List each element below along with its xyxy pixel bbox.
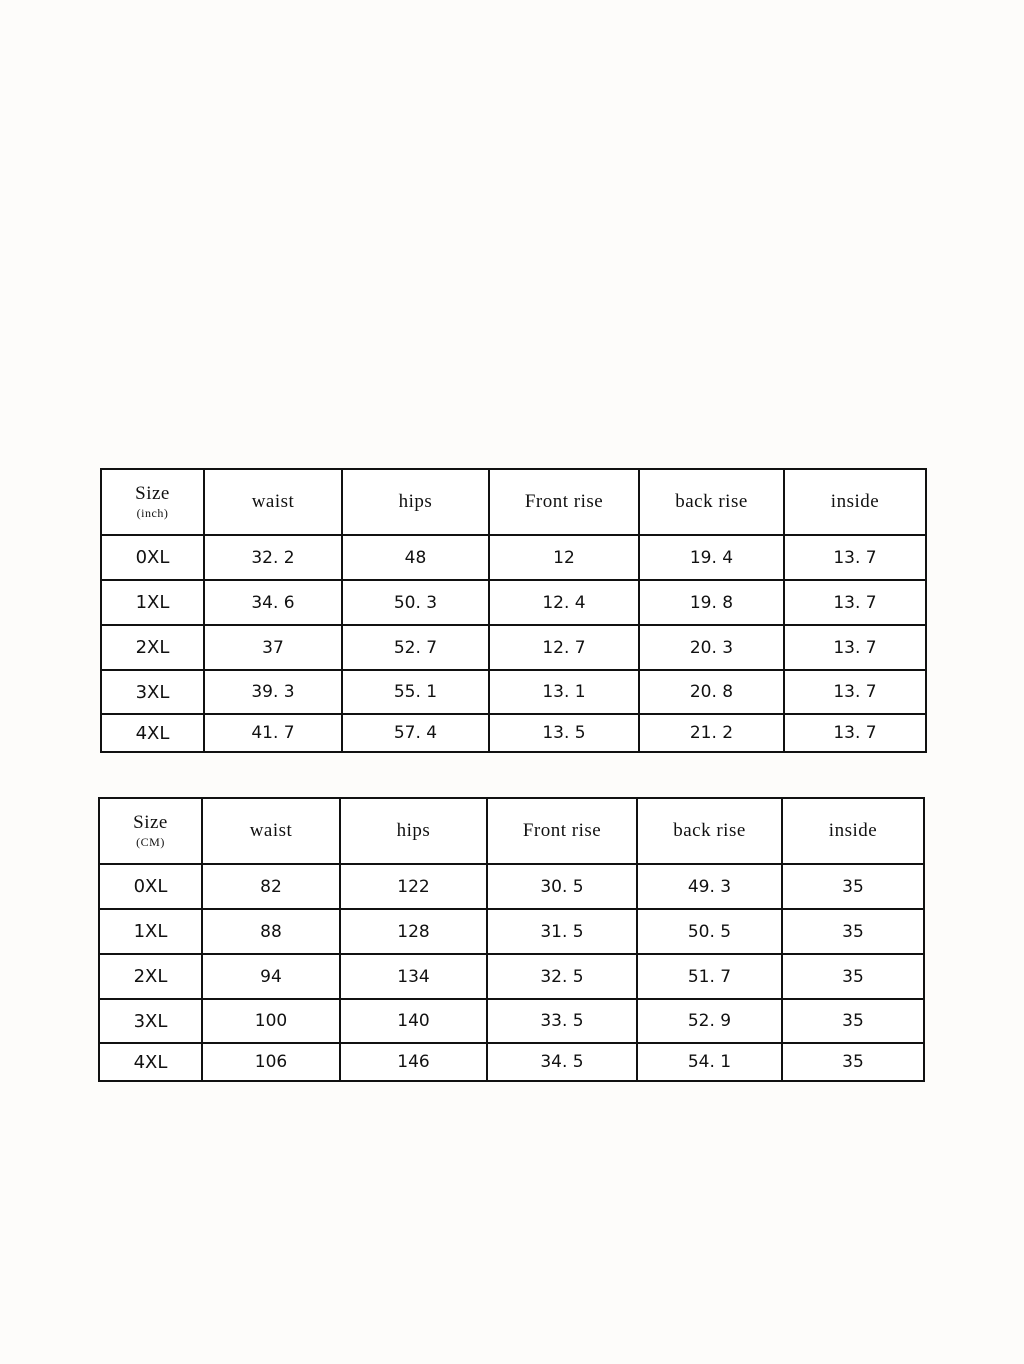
value-cell: 32. 2 bbox=[204, 535, 342, 580]
size-cell: 2XL bbox=[101, 625, 204, 670]
table-header-row bbox=[101, 469, 926, 535]
value-cell: 31. 5 bbox=[487, 909, 637, 954]
size-header-label: Size bbox=[135, 483, 170, 504]
column-header-back-rise: back rise bbox=[639, 469, 784, 535]
size-cell: 3XL bbox=[101, 670, 204, 714]
value-cell: 48 bbox=[342, 535, 489, 580]
table-row bbox=[101, 535, 926, 580]
size-header-label: Size bbox=[133, 812, 168, 833]
column-header-front-rise: Front rise bbox=[487, 798, 637, 864]
table-row bbox=[101, 625, 926, 670]
size-cell: 4XL bbox=[101, 714, 204, 752]
value-cell: 13. 7 bbox=[784, 670, 926, 714]
table-row bbox=[101, 714, 926, 752]
value-cell: 35 bbox=[782, 909, 924, 954]
value-cell: 50. 5 bbox=[637, 909, 782, 954]
table-row bbox=[101, 580, 926, 625]
value-cell: 21. 2 bbox=[639, 714, 784, 752]
value-cell: 37 bbox=[204, 625, 342, 670]
size-chart-cm-table bbox=[98, 797, 925, 1082]
table-header-row bbox=[99, 798, 924, 864]
value-cell: 13. 5 bbox=[489, 714, 639, 752]
value-cell: 19. 4 bbox=[639, 535, 784, 580]
column-header-waist: waist bbox=[204, 469, 342, 535]
value-cell: 100 bbox=[202, 999, 340, 1043]
size-column-header bbox=[101, 469, 204, 535]
size-cell: 4XL bbox=[99, 1043, 202, 1081]
table-row bbox=[99, 954, 924, 999]
value-cell: 20. 8 bbox=[639, 670, 784, 714]
column-header-waist: waist bbox=[202, 798, 340, 864]
size-cell: 2XL bbox=[99, 954, 202, 999]
value-cell: 35 bbox=[782, 954, 924, 999]
value-cell: 106 bbox=[202, 1043, 340, 1081]
value-cell: 52. 7 bbox=[342, 625, 489, 670]
column-header-inside: inside bbox=[784, 469, 926, 535]
value-cell: 94 bbox=[202, 954, 340, 999]
value-cell: 12 bbox=[489, 535, 639, 580]
column-header-hips: hips bbox=[340, 798, 487, 864]
value-cell: 30. 5 bbox=[487, 864, 637, 909]
column-header-hips: hips bbox=[342, 469, 489, 535]
size-chart-inch-table bbox=[100, 468, 927, 753]
value-cell: 12. 7 bbox=[489, 625, 639, 670]
value-cell: 146 bbox=[340, 1043, 487, 1081]
value-cell: 50. 3 bbox=[342, 580, 489, 625]
value-cell: 13. 7 bbox=[784, 535, 926, 580]
value-cell: 52. 9 bbox=[637, 999, 782, 1043]
size-cell: 1XL bbox=[101, 580, 204, 625]
size-cell: 3XL bbox=[99, 999, 202, 1043]
table-row bbox=[99, 999, 924, 1043]
value-cell: 12. 4 bbox=[489, 580, 639, 625]
value-cell: 88 bbox=[202, 909, 340, 954]
size-column-header bbox=[99, 798, 202, 864]
value-cell: 134 bbox=[340, 954, 487, 999]
value-cell: 55. 1 bbox=[342, 670, 489, 714]
size-cell: 0XL bbox=[101, 535, 204, 580]
table-row bbox=[99, 1043, 924, 1081]
value-cell: 122 bbox=[340, 864, 487, 909]
value-cell: 35 bbox=[782, 999, 924, 1043]
unit-label: (inch) bbox=[136, 506, 169, 520]
value-cell: 32. 5 bbox=[487, 954, 637, 999]
value-cell: 35 bbox=[782, 864, 924, 909]
table-row bbox=[99, 909, 924, 954]
column-header-back-rise: back rise bbox=[637, 798, 782, 864]
value-cell: 35 bbox=[782, 1043, 924, 1081]
value-cell: 19. 8 bbox=[639, 580, 784, 625]
value-cell: 51. 7 bbox=[637, 954, 782, 999]
value-cell: 13. 7 bbox=[784, 580, 926, 625]
table-row bbox=[101, 670, 926, 714]
column-header-front-rise: Front rise bbox=[489, 469, 639, 535]
unit-label: (CM) bbox=[136, 835, 165, 849]
value-cell: 13. 7 bbox=[784, 625, 926, 670]
value-cell: 57. 4 bbox=[342, 714, 489, 752]
value-cell: 34. 6 bbox=[204, 580, 342, 625]
size-cell: 1XL bbox=[99, 909, 202, 954]
value-cell: 13. 1 bbox=[489, 670, 639, 714]
value-cell: 49. 3 bbox=[637, 864, 782, 909]
value-cell: 41. 7 bbox=[204, 714, 342, 752]
value-cell: 33. 5 bbox=[487, 999, 637, 1043]
value-cell: 128 bbox=[340, 909, 487, 954]
value-cell: 82 bbox=[202, 864, 340, 909]
value-cell: 13. 7 bbox=[784, 714, 926, 752]
table-row bbox=[99, 864, 924, 909]
value-cell: 20. 3 bbox=[639, 625, 784, 670]
value-cell: 140 bbox=[340, 999, 487, 1043]
value-cell: 39. 3 bbox=[204, 670, 342, 714]
value-cell: 54. 1 bbox=[637, 1043, 782, 1081]
column-header-inside: inside bbox=[782, 798, 924, 864]
size-cell: 0XL bbox=[99, 864, 202, 909]
value-cell: 34. 5 bbox=[487, 1043, 637, 1081]
